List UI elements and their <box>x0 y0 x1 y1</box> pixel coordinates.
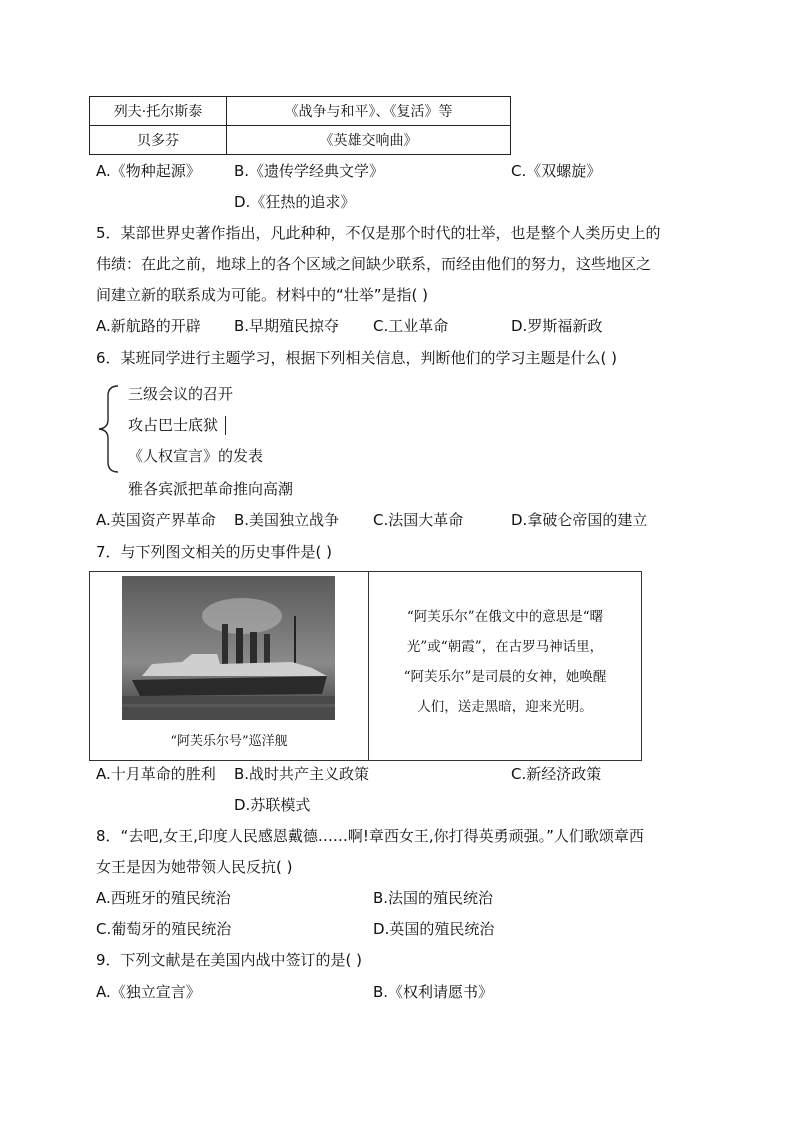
q7-option-d[interactable]: D.苏联模式 <box>234 796 311 814</box>
q7-option-c[interactable]: C.新经济政策 <box>511 765 602 783</box>
writers-table <box>89 96 511 155</box>
q4-option-b[interactable]: B.《遗传学经典文学》 <box>234 162 385 180</box>
q5-stem-line1: 5．某部世界史著作指出，凡此种种，不仅是那个时代的壮举，也是整个人类历史上的 <box>96 224 661 242</box>
q4-option-a[interactable]: A.《物种起源》 <box>96 162 201 180</box>
q6-option-c[interactable]: C.法国大革命 <box>373 511 464 529</box>
q9-option-b[interactable]: B.《权利请愿书》 <box>373 983 494 1001</box>
q7-figure <box>89 571 642 761</box>
q8-option-b[interactable]: B.法国的殖民统治 <box>373 889 494 907</box>
figure-caption: “阿芙乐尔号”巡洋舰 <box>170 734 288 749</box>
quote-line: 光”或“朝霞”，在古罗马神话里， <box>406 639 604 655</box>
q4-option-d[interactable]: D.《狂热的追求》 <box>234 193 356 211</box>
q4-option-c[interactable]: C.《双螺旋》 <box>511 162 602 180</box>
q8-stem-line1: 8．“去吧,女王,印度人民感恩戴德……啊!章西女王,你打得英勇顽强。”人们歌颂章西 <box>96 827 644 845</box>
q6-info-item: 《人权宣言》的发表 <box>128 447 264 465</box>
q6-info-item: 雅各宾派把革命推向高潮 <box>128 480 294 498</box>
table-cell-person: 列夫·托尔斯泰 <box>90 97 227 126</box>
q5-stem-line2: 伟绩：在此之前，地球上的各个区域之间缺少联系，而经由他们的努力，这些地区之 <box>96 255 652 273</box>
q6-info-item: 三级会议的召开 <box>128 385 234 403</box>
q5-option-b[interactable]: B.早期殖民掠夺 <box>234 317 340 335</box>
q6-option-b[interactable]: B.美国独立战争 <box>234 511 340 529</box>
q8-option-a[interactable]: A.西班牙的殖民统治 <box>96 889 231 907</box>
q5-stem-line3: 间建立新的联系成为可能。材料中的“壮举”是指( ) <box>96 286 429 304</box>
quote-line: 人们，送走黑暗，迎来光明。 <box>417 699 593 715</box>
q5-option-a[interactable]: A.新航路的开辟 <box>96 317 201 335</box>
figure-quote <box>376 602 634 722</box>
table-cell-works: 《战争与和平》、《复活》等 <box>227 97 511 126</box>
quote-line: “阿芙乐尔”在俄文中的意思是“曙 <box>406 609 604 625</box>
q7-option-a[interactable]: A.十月革命的胜利 <box>96 765 216 783</box>
q9-option-a[interactable]: A.《独立宣言》 <box>96 983 201 1001</box>
q8-stem-line2: 女王是因为她带领人民反抗( ) <box>96 858 293 876</box>
left-brace-icon <box>96 384 122 474</box>
table-row <box>90 126 511 155</box>
q6-option-d[interactable]: D.拿破仑帝国的建立 <box>511 511 648 529</box>
q7-stem: 7．与下列图文相关的历史事件是( ) <box>96 543 333 561</box>
table-cell-person: 贝多芬 <box>90 126 227 155</box>
q6-stem: 6．某班同学进行主题学习，根据下列相关信息，判断他们的学习主题是什么( ) <box>96 349 618 367</box>
q5-option-c[interactable]: C.工业革命 <box>373 317 449 335</box>
table-row <box>90 97 511 126</box>
text-cursor <box>225 416 226 435</box>
q9-stem: 9．下列文献是在美国内战中签订的是( ) <box>96 951 363 969</box>
figure-divider <box>368 572 369 760</box>
q7-option-b[interactable]: B.战时共产主义政策 <box>234 765 370 783</box>
q8-option-c[interactable]: C.葡萄牙的殖民统治 <box>96 920 232 938</box>
quote-line: “阿芙乐尔”是司晨的女神，她唤醒 <box>403 669 607 685</box>
cruiser-photo-icon <box>122 576 335 720</box>
q8-option-d[interactable]: D.英国的殖民统治 <box>373 920 495 938</box>
table-cell-works: 《英雄交响曲》 <box>227 126 511 155</box>
q6-option-a[interactable]: A.英国资产界革命 <box>96 511 216 529</box>
q6-info-item: 攻占巴士底狱 <box>128 416 219 434</box>
q5-option-d[interactable]: D.罗斯福新政 <box>511 317 603 335</box>
